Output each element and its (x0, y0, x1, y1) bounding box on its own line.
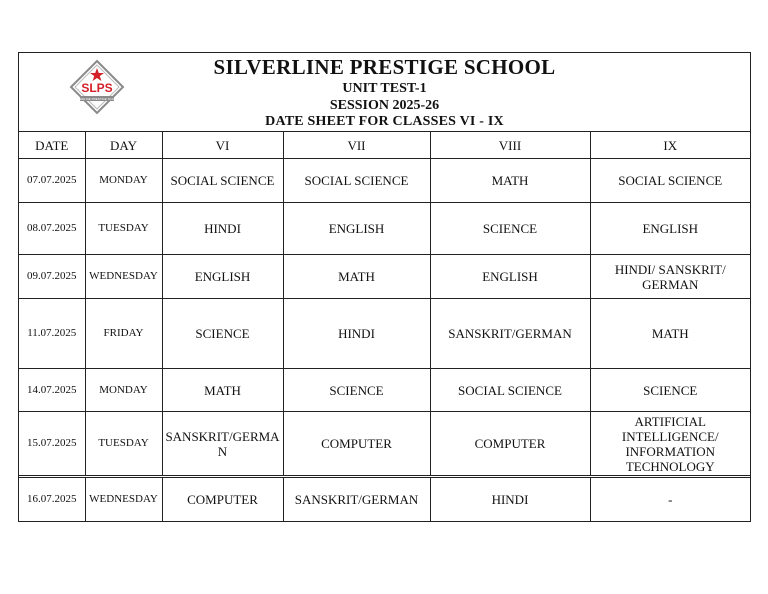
column-header-vii: VII (283, 132, 430, 159)
sheet-title: DATE SHEET FOR CLASSES VI - IX (265, 114, 504, 129)
column-header-ix: IX (590, 132, 750, 159)
session: SESSION 2025-26 (329, 98, 440, 113)
cell-vi: SOCIAL SCIENCE (162, 159, 283, 203)
table-header-row (19, 132, 750, 159)
cell-vi: SCIENCE (162, 299, 283, 369)
cell-day: MONDAY (85, 369, 162, 412)
column-header-viii: VIII (430, 132, 590, 159)
table-row (19, 369, 750, 412)
table-row (19, 159, 750, 203)
cell-date: 08.07.2025 (19, 203, 85, 255)
cell-viii: COMPUTER (430, 412, 590, 477)
school-name: SILVERLINE PRESTIGE SCHOOL (213, 55, 556, 79)
cell-date: 14.07.2025 (19, 369, 85, 412)
cell-date: 07.07.2025 (19, 159, 85, 203)
cell-viii: HINDI (430, 477, 590, 522)
sheet-header (19, 53, 750, 132)
cell-date: 09.07.2025 (19, 255, 85, 299)
cell-vi: ENGLISH (162, 255, 283, 299)
table-row (19, 255, 750, 299)
cell-ix: MATH (590, 299, 750, 369)
cell-day: WEDNESDAY (85, 255, 162, 299)
table-row (19, 299, 750, 369)
date-sheet (18, 52, 751, 522)
logo-tagline: SILVERLINE PRESTIGE SCHOOL (73, 97, 121, 101)
logo-text: SLPS (81, 81, 113, 95)
cell-day: TUESDAY (85, 203, 162, 255)
cell-day: TUESDAY (85, 412, 162, 477)
cell-vi: SANSKRIT/GERMAN (162, 412, 283, 477)
cell-viii: SCIENCE (430, 203, 590, 255)
cell-ix: - (590, 477, 750, 522)
cell-vii: ENGLISH (283, 203, 430, 255)
cell-vii: HINDI (283, 299, 430, 369)
cell-ix: ENGLISH (590, 203, 750, 255)
cell-vi: HINDI (162, 203, 283, 255)
date-sheet-table (19, 132, 750, 522)
cell-viii: MATH (430, 159, 590, 203)
column-header-vi: VI (162, 132, 283, 159)
cell-ix: HINDI/ SANSKRIT/ GERMAN (590, 255, 750, 299)
cell-viii: ENGLISH (430, 255, 590, 299)
table-row (19, 412, 750, 477)
cell-vi: COMPUTER (162, 477, 283, 522)
cell-viii: SANSKRIT/GERMAN (430, 299, 590, 369)
cell-vii: COMPUTER (283, 412, 430, 477)
cell-vii: MATH (283, 255, 430, 299)
column-header-date: DATE (19, 132, 85, 159)
cell-vi: MATH (162, 369, 283, 412)
cell-day: MONDAY (85, 159, 162, 203)
table-row (19, 203, 750, 255)
cell-vii: SANSKRIT/GERMAN (283, 477, 430, 522)
cell-date: 15.07.2025 (19, 412, 85, 477)
cell-ix: ARTIFICIAL INTELLIGENCE/ INFORMATION TECHNOLOGY (590, 412, 750, 477)
cell-ix: SCIENCE (590, 369, 750, 412)
cell-ix: SOCIAL SCIENCE (590, 159, 750, 203)
cell-vii: SOCIAL SCIENCE (283, 159, 430, 203)
column-header-day: DAY (85, 132, 162, 159)
cell-vii: SCIENCE (283, 369, 430, 412)
table-row (19, 477, 750, 522)
cell-day: FRIDAY (85, 299, 162, 369)
cell-day: WEDNESDAY (85, 477, 162, 522)
cell-date: 11.07.2025 (19, 299, 85, 369)
test-name: UNIT TEST-1 (342, 81, 427, 96)
cell-date: 16.07.2025 (19, 477, 85, 522)
cell-viii: SOCIAL SCIENCE (430, 369, 590, 412)
